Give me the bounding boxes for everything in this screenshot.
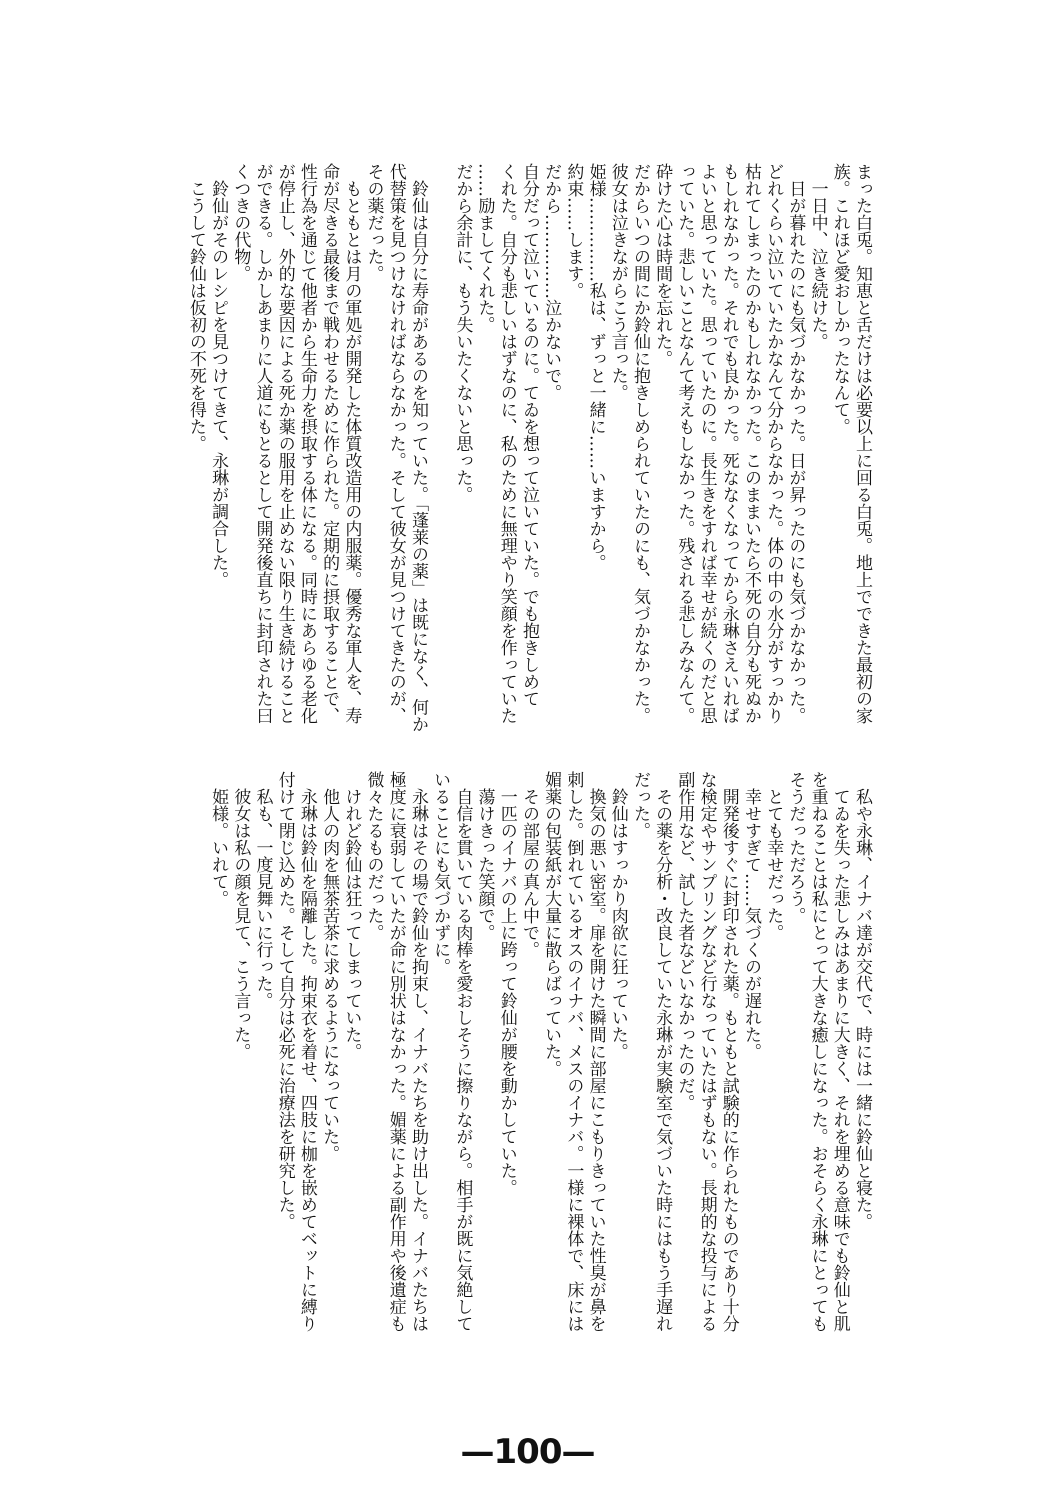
text-column: もしれなかった。それでも良かった。死ななくなってから永琳さえいれば <box>718 163 739 724</box>
text-column: いることにも気づかずに。 <box>430 771 451 975</box>
bottom-text-block <box>207 771 873 1341</box>
text-column: 媚薬の包装紙が大量に散らばっていた。 <box>541 771 562 1077</box>
text-column: 族。これほど愛おしかったなんて。 <box>829 163 850 435</box>
text-column: とても幸せだった。 <box>763 771 784 941</box>
text-column: 砕けた心は時間を忘れた。 <box>652 163 673 367</box>
text-column: だから……………泣かないで。 <box>541 163 562 401</box>
text-column: 一匹のイナバの上に跨って鈴仙が腰を動かしていた。 <box>496 771 517 1196</box>
text-column: 付けて閉じ込めた。そして自分は必死に治療法を研究した。 <box>274 771 295 1230</box>
text-column: 約束……します。 <box>563 163 584 299</box>
text-column: 枯れてしまったのかもしれなかった。このままいたら不死の自分も死ぬか <box>740 163 761 724</box>
text-column: 一日中、泣き続けた。 <box>807 163 828 350</box>
text-column: だった。 <box>629 771 650 839</box>
text-column: 彼女は泣きながらこう言った。 <box>607 163 628 401</box>
text-column: 副作用など、試した者などいなかったのだ。 <box>674 771 695 1111</box>
text-column: よいと思っていた。思っていたのに。長生きをすれば幸せが続くのだと思 <box>696 163 717 724</box>
text-column: 私や永琳、イナバ達が交代で、時には一緒に鈴仙と寝た。 <box>852 771 872 1230</box>
text-column: だからいつの間にか鈴仙に抱きしめられていたのにも、気づかなかった。 <box>629 163 650 724</box>
text-column: だから余計に、もう失いたくないと思った。 <box>452 163 473 503</box>
text-column: 鈴仙はすっかり肉欲に狂っていた。 <box>607 771 628 1060</box>
text-column: 他人の肉を無茶苦茶に求めるようになっていた。 <box>319 771 340 1162</box>
text-column: 私も、一度見舞いに行った。 <box>252 771 273 1009</box>
text-column: くれた。自分も悲しいはずなのに、私のために無理やり笑顔を作っていた <box>496 163 517 724</box>
text-column: 開発後すぐに封印された薬。もともと試験的に作られたものであり十分 <box>718 771 739 1332</box>
text-column: まった白兎。知恵と舌だけは必要以上に回る白兎。地上でできた最初の家 <box>852 163 872 724</box>
text-column: が停止し、外的な要因による死か薬の服用を止めない限り生き続けること <box>274 163 295 724</box>
text-column: 彼女は私の顔を見て、こう言った。 <box>230 771 251 1060</box>
text-column: 鈴仙は自分に寿命があるのを知っていた。「蓬莱の薬」は既になく、何か <box>407 163 428 733</box>
text-column: 極度に衰弱していたが命に別状はなかった。媚薬による副作用や後遺症も <box>385 771 406 1332</box>
text-column: 刺した。倒れているオスのイナバ、メスのイナバ。一様に裸体で、床には <box>563 771 584 1332</box>
text-column: 姫様。いれて。 <box>208 771 229 907</box>
text-column: 姫様……………私は、ずっと一緒に……いますから。 <box>585 163 606 571</box>
text-column: その薬を分析・改良していた永琳が実験室で気づいた時にはもう手遅れ <box>652 771 673 1332</box>
text-column: っていた。悲しいことなんて考えもしなかった。残される悲しみなんて。 <box>674 163 695 724</box>
text-column: そうだっただろう。 <box>785 771 806 924</box>
text-column: ……励ましてくれた。 <box>474 163 495 333</box>
text-column: もともとは月の軍処が開発した体質改造用の内服薬。優秀な軍人を、寿 <box>341 163 362 724</box>
text-column: 永琳はその場で鈴仙を拘束し、イナバたちを助け出した。イナバたちは <box>407 771 428 1332</box>
text-column <box>429 163 451 733</box>
text-column: 代替策を見つけなければならなかった。そして彼女が見つけてきたのが、 <box>385 163 406 724</box>
text-column: こうして鈴仙は仮初の不死を得た。 <box>185 163 206 452</box>
text-column: その部屋の真ん中で。 <box>518 771 539 958</box>
text-column: ができる。しかしあまりに人道にもとるとして開発後直ちに封印された曰 <box>252 163 273 724</box>
top-text-block <box>185 163 873 733</box>
text-column: その薬だった。 <box>363 163 384 282</box>
text-column: けれど鈴仙は狂ってしまっていた。 <box>341 771 362 1060</box>
text-column: くつきの代物。 <box>230 163 251 282</box>
text-column: 鈴仙がそのレシピを見つけてきて、永琳が調合した。 <box>208 163 229 588</box>
text-column: 命が尽きる最後まで戦わせるために作られた。定期的に摂取することで、 <box>319 163 340 724</box>
text-column: 自分だって泣いているのに。てゐを想って泣いていた。でも抱きしめて <box>518 163 539 707</box>
text-column: 性行為を通じて他者から生命力を摂取する体になる。同時にあらゆる老化 <box>296 163 317 724</box>
text-column: 幸せすぎて……気づくのが遅れた。 <box>740 771 761 1060</box>
text-column: てゐを失った悲しみはあまりに大きく、それを埋める意味でも鈴仙と肌 <box>829 771 850 1332</box>
page-number: —100— <box>460 1432 595 1472</box>
text-column: 日が暮れたのにも気づかなかった。日が昇ったのにも気づかなかった。 <box>785 163 806 724</box>
text-column: 微々たるものだった。 <box>363 771 384 941</box>
text-column: を重ねることは私にとって大きな癒しになった。おそらく永琳にとっても <box>807 771 828 1332</box>
text-column: な検定やサンプリングなど行なっていたはずもない。長期的な投与による <box>696 771 717 1332</box>
text-column: 自信を貫いている肉棒を愛おしそうに擦りながら。相手が既に気絶して <box>452 771 473 1332</box>
text-column: 換気の悪い密室。扉を開けた瞬間に部屋にこもりきっていた性臭が鼻を <box>585 771 606 1332</box>
text-column: 蕩けきった笑顔で。 <box>474 771 495 941</box>
text-column: どれくらい泣いていたかなんて分からなかった。体の中の水分がすっかり <box>763 163 784 724</box>
text-column: 永琳は鈴仙を隔離した。拘束衣を着せ、四肢に枷を嵌めてベットに縛り <box>296 771 317 1332</box>
